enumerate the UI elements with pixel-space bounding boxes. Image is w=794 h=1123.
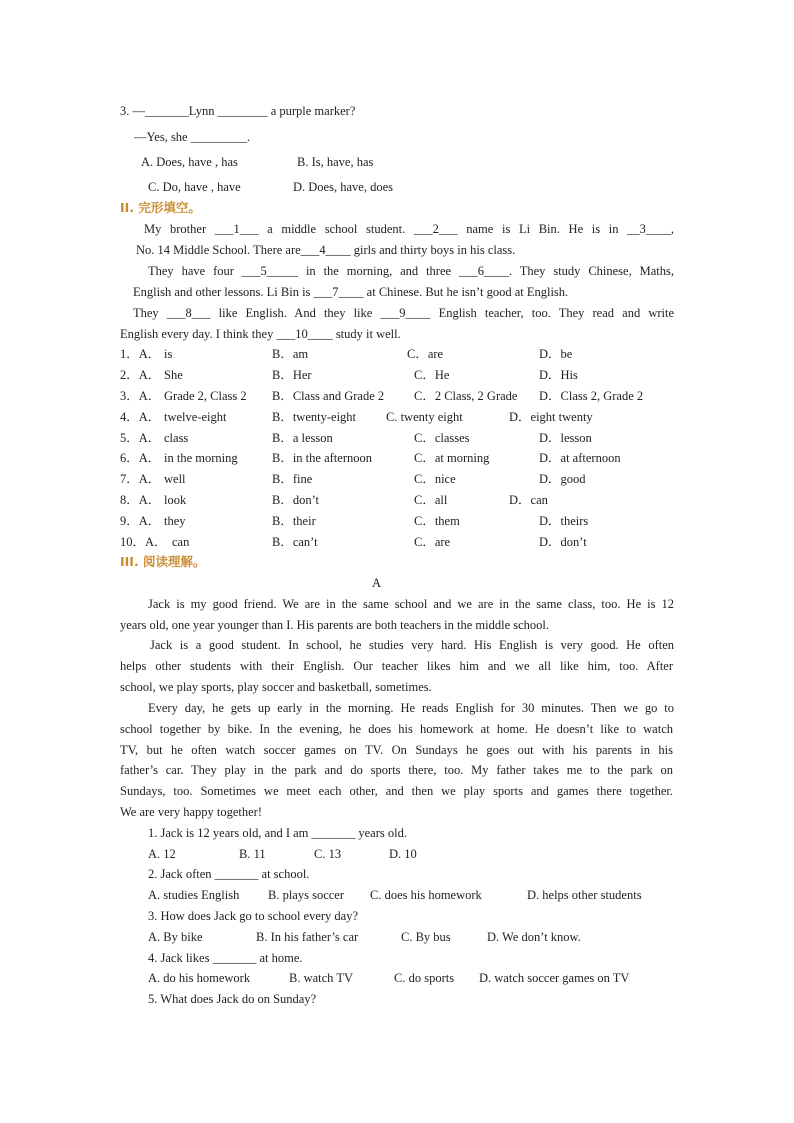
option-d: D．don’t — [539, 535, 587, 549]
option-b: B．a lesson — [272, 431, 333, 445]
reading-q3-option-b: B. In his father’s car — [256, 930, 359, 944]
option-d: D．His — [539, 368, 578, 382]
q3-option-c: C. Do, have , have — [148, 180, 241, 194]
option-b: B．twenty-eight — [272, 410, 357, 424]
option-c: C．classes — [414, 431, 470, 445]
option-d: D．be — [539, 347, 573, 361]
cloze-line-3: They have four ___5_____ in the morning, and three ___6____. They study Chinese, Maths, — [148, 264, 674, 278]
option-c: C．are — [407, 347, 444, 361]
question-number: 1．A． — [120, 347, 161, 361]
option-a: twelve-eight — [164, 410, 227, 424]
reading-line-5: school, we play sports, play soccer and basketball, sometimes. — [120, 680, 432, 694]
option-a: can — [172, 535, 190, 549]
cloze-line-5: They ___8___ like English. And they like ___9____ English teacher, too. They read and write — [133, 306, 674, 320]
reading-line-4: helps other students with their English. Our teacher likes him and we all like him, too. After — [120, 659, 673, 673]
reading-q1-option-c: C. 13 — [314, 847, 342, 861]
reading-line-1: Jack is my good friend. We are in the same school and we are in the same class, too. He is 12 — [148, 597, 674, 611]
option-d: D．eight twenty — [509, 410, 593, 424]
passage-title: A — [372, 576, 382, 590]
option-c: C．He — [414, 368, 450, 382]
option-a: She — [164, 368, 183, 382]
option-d: D．lesson — [539, 431, 592, 445]
section-2-heading: II. 完形填空。 — [120, 200, 201, 215]
reading-q3-option-d: D. We don’t know. — [487, 930, 581, 944]
reading-q2-option-c: C. does his homework — [370, 888, 482, 902]
question-number: 2．A． — [120, 368, 161, 382]
option-c: C．are — [414, 535, 451, 549]
section-3-heading: III. 阅读理解。 — [120, 554, 206, 569]
reading-q4-option-b: B. watch TV — [289, 971, 353, 985]
option-b: B．fine — [272, 472, 313, 486]
reading-line-11: We are very happy together! — [120, 805, 262, 819]
cloze-line-4: English and other lessons. Li Bin is ___7____ at Chinese. But he isn’t good at English. — [133, 285, 569, 299]
reading-line-2: years old, one year younger than I. His parents are both teachers in the middle school. — [120, 618, 550, 632]
q3-stem: 3. —_______Lynn ________ a purple marker? — [120, 104, 356, 118]
question-number: 6．A． — [120, 451, 161, 465]
cloze-line-2: No. 14 Middle School. There are___4____ girls and thirty boys in his class. — [136, 243, 516, 257]
question-number: 4．A． — [120, 410, 161, 424]
option-b: B．Her — [272, 368, 312, 382]
option-c: C．all — [414, 493, 448, 507]
reading-q4-option-c: C. do sports — [394, 971, 455, 985]
option-c: C．them — [414, 514, 460, 528]
reading-q1-option-a: A. 12 — [148, 847, 176, 861]
reading-q3-option-a: A. By bike — [148, 930, 203, 944]
option-a: class — [164, 431, 189, 445]
reading-line-7: school together by bike. In the evening, he does his homework at home. He doesn’t like to watch — [120, 722, 673, 736]
q3-option-a: A. Does, have , has — [141, 155, 238, 169]
option-b: B．don’t — [272, 493, 319, 507]
option-a: they — [164, 514, 186, 528]
option-b: B．their — [272, 514, 316, 528]
reading-q3-stem: 3. How does Jack go to school every day? — [148, 909, 359, 923]
reading-line-10: Sundays, too. Sometimes we meet each other, and then we play sports and games there together. — [120, 784, 673, 798]
option-a: well — [164, 472, 186, 486]
question-number: 5．A． — [120, 431, 161, 445]
option-d: D．Class 2, Grade 2 — [539, 389, 644, 403]
option-d: D．can — [509, 493, 548, 507]
question-number: 3．A． — [120, 389, 161, 403]
option-b: B．am — [272, 347, 309, 361]
reading-q3-option-c: C. By bus — [401, 930, 451, 944]
option-a: Grade 2, Class 2 — [164, 389, 247, 403]
reading-q1-option-b: B. 11 — [239, 847, 266, 861]
question-number: 7．A． — [120, 472, 161, 486]
reading-line-8: TV, but he often watch soccer games on TV. On Sundays he goes out with his parents in his — [120, 743, 673, 757]
q3-option-d: D. Does, have, does — [293, 180, 393, 194]
reading-q4-option-a: A. do his homework — [148, 971, 251, 985]
option-c: C．nice — [414, 472, 456, 486]
option-b: B．Class and Grade 2 — [272, 389, 385, 403]
option-d: D．theirs — [539, 514, 589, 528]
reading-q2-option-a: A. studies English — [148, 888, 240, 902]
option-a: look — [164, 493, 187, 507]
reading-q2-stem: 2. Jack often _______ at school. — [148, 867, 310, 881]
option-c: C. twenty eight — [386, 410, 463, 424]
cloze-line-1: My brother ___1___ a middle school student. ___2___ name is Li Bin. He is in __3____, — [144, 222, 674, 236]
reading-q2-option-b: B. plays soccer — [268, 888, 345, 902]
reading-line-6: Every day, he gets up early in the morning. He reads English for 30 minutes. Then we go to — [148, 701, 674, 715]
option-b: B．in the afternoon — [272, 451, 372, 465]
option-b: B．can’t — [272, 535, 318, 549]
q3-answer-line: —Yes, she _________. — [134, 130, 251, 144]
option-c: C．2 Class, 2 Grade — [414, 389, 518, 403]
reading-q1-stem: 1. Jack is 12 years old, and I am _______ years old. — [148, 826, 407, 840]
question-number: 10．A． — [120, 535, 167, 549]
option-a: in the morning — [164, 451, 238, 465]
option-a: is — [164, 347, 173, 361]
reading-line-3: Jack is a good student. In school, he studies very hard. His English is very good. He often — [150, 638, 674, 652]
option-c: C．at morning — [414, 451, 490, 465]
question-number: 9．A． — [120, 514, 161, 528]
option-d: D．good — [539, 472, 586, 486]
reading-line-9: father’s car. They play in the park and do sports there, too. My father takes me to the park on — [120, 763, 673, 777]
reading-q2-option-d: D. helps other students — [527, 888, 642, 902]
q3-option-b: B. Is, have, has — [297, 155, 374, 169]
question-number: 8．A． — [120, 493, 161, 507]
reading-q4-option-d: D. watch soccer games on TV — [479, 971, 630, 985]
reading-q1-option-d: D. 10 — [389, 847, 417, 861]
reading-q4-stem: 4. Jack likes _______ at home. — [148, 951, 303, 965]
reading-q5-stem: 5. What does Jack do on Sunday? — [148, 992, 317, 1006]
cloze-line-6: English every day. I think they ___10____ study it well. — [120, 327, 401, 341]
option-d: D．at afternoon — [539, 451, 621, 465]
